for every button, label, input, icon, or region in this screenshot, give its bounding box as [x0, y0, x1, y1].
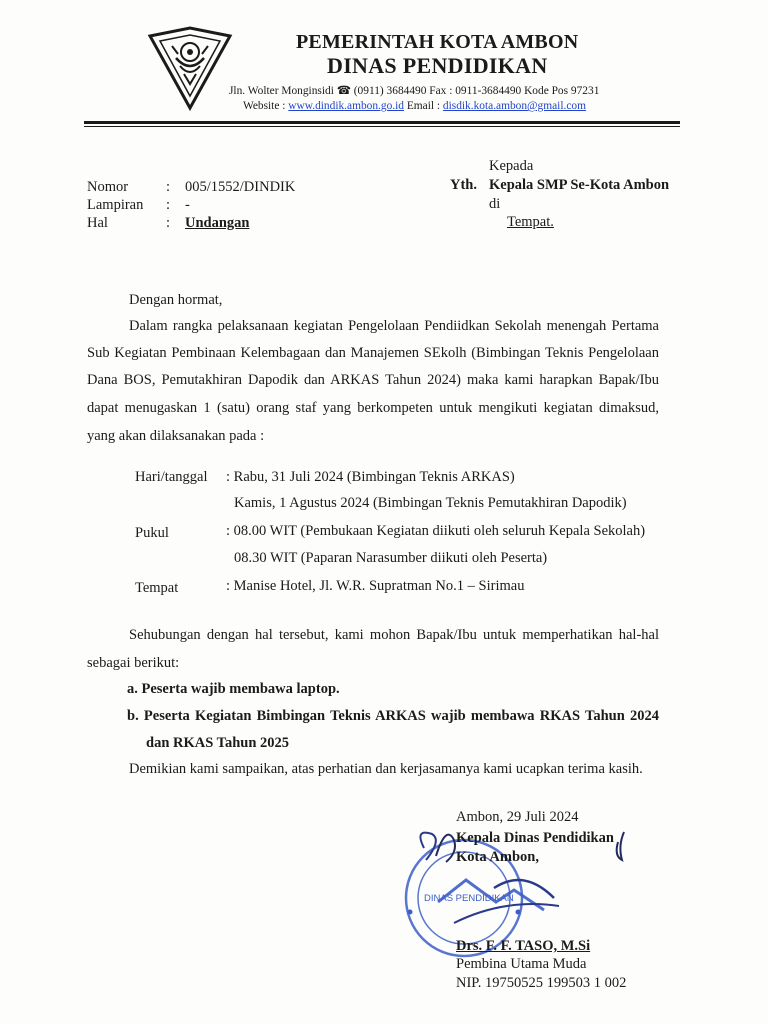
hari-label: Hari/tanggal [135, 469, 208, 485]
header-divider-thick [84, 121, 680, 124]
greeting: Dengan hormat, [129, 292, 223, 308]
signatory-title-2: Kota Ambon, [456, 849, 539, 865]
para1-line: yang akan dilaksanakan pada : [87, 428, 265, 444]
pukul-value-2: 08.30 WIT (Paparan Narasumber diikuti oleh Peserta) [234, 550, 548, 566]
lampiran-label: Lampiran [87, 197, 144, 213]
website-link[interactable]: www.dindik.ambon.go.id [288, 100, 404, 112]
nomor-value: 005/1552/DINDIK [185, 179, 296, 195]
email-label: Email : [403, 100, 443, 112]
nomor-colon: : [166, 179, 171, 195]
org-contact [243, 99, 586, 113]
pukul-label: Pukul [135, 525, 169, 541]
item-b-line1: b. Peserta Kegiatan Bimbingan Teknis ARKAS wajib membawa RKAS Tahun 2024 [127, 708, 659, 724]
recipient-yth: Yth. [450, 177, 477, 193]
hal-value: Undangan [185, 215, 250, 231]
header-divider-thin [84, 126, 680, 127]
para1-line: Dana BOS, Pemutakhiran Dapodik dan ARKAS Tahun 2024) maka kami harapkan Bapak/Ibu [87, 372, 659, 388]
hari-value-2: Kamis, 1 Agustus 2024 (Bimbingan Teknis Pemutakhiran Dapodik) [234, 495, 627, 511]
para1-line: dapat menugaskan 1 (satu) orang staf yang berkompeten untuk mengikuti kegiatan dimaksud, [87, 400, 659, 416]
government-logo-icon [146, 24, 234, 112]
place-date: Ambon, 29 Juli 2024 [456, 809, 579, 825]
lampiran-value: - [185, 197, 190, 213]
para1-line: Dalam rangka pelaksanaan kegiatan Pengelolaan Pendiidkan Sekolah menengah Pertama [129, 318, 659, 334]
pukul-value-1: : 08.00 WIT (Pembukaan Kegiatan diikuti oleh seluruh Kepala Sekolah) [226, 523, 646, 539]
hal-colon: : [166, 215, 171, 231]
item-b-line2: dan RKAS Tahun 2025 [146, 735, 290, 751]
closing-sentence: Demikian kami sampaikan, atas perhatian dan kerjasamanya kami ucapkan terima kasih. [129, 761, 643, 777]
nomor-label: Nomor [87, 179, 129, 195]
org-name-line2: DINAS PENDIDIKAN [327, 53, 548, 78]
hari-value-1: : Rabu, 31 Juli 2024 (Bimbingan Teknis ARKAS) [226, 469, 515, 485]
item-a: a. Peserta wajib membawa laptop. [127, 681, 340, 697]
org-name-line1: PEMERINTAH KOTA AMBON [296, 31, 579, 53]
para2-line: sebagai berikut: [87, 655, 180, 671]
signatory-name: Drs. F. F. TASO, M.Si [456, 938, 591, 954]
signatory-title-1: Kepala Dinas Pendidikan [456, 830, 614, 846]
para1-line: Sub Kegiatan Pembinaan Kelembagaan dan Manajemen SEkolh (Bimbingan Teknis Pengelolaan [87, 345, 659, 361]
tempat-value: : Manise Hotel, Jl. W.R. Supratman No.1 – Sirimau [226, 578, 525, 594]
recipient-tempat: Tempat. [507, 214, 554, 230]
signature-icon [432, 826, 632, 872]
para2-line: Sehubungan dengan hal tersebut, kami mohon Bapak/Ibu untuk memperhatikan hal-hal [129, 627, 659, 643]
org-address: Jln. Wolter Monginsidi ☎ (0911) 3684490 Fax : 0911-3684490 Kode Pos 97231 [229, 85, 600, 97]
recipient-kepada: Kepada [489, 158, 534, 174]
tempat-label: Tempat [135, 580, 179, 596]
signatory-nip: NIP. 19750525 199503 1 002 [456, 975, 627, 991]
lampiran-colon: : [166, 197, 171, 213]
hal-label: Hal [87, 215, 108, 231]
stamp-text: DINAS PENDIDIKAN [424, 893, 514, 904]
website-label: Website : [243, 100, 289, 112]
email-link[interactable]: disdik.kota.ambon@gmail.com [442, 100, 586, 112]
signatory-rank: Pembina Utama Muda [456, 956, 587, 972]
recipient-name: Kepala SMP Se-Kota Ambon [489, 177, 670, 193]
recipient-di: di [489, 196, 501, 212]
